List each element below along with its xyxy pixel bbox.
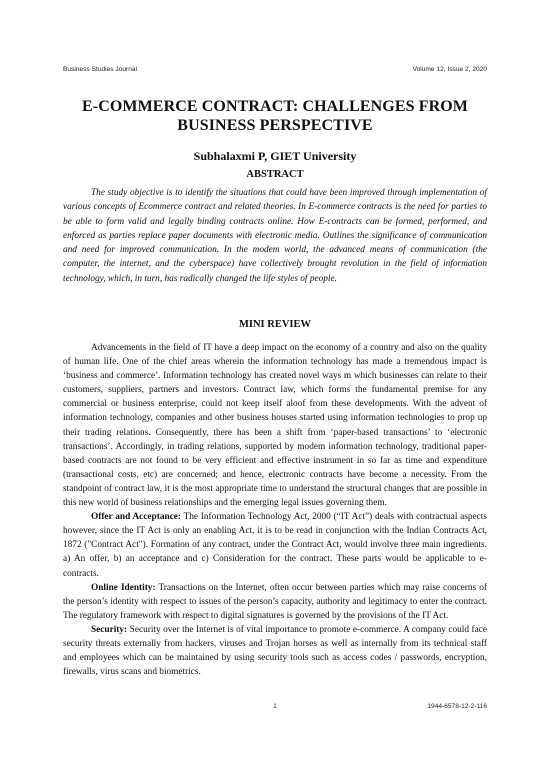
mini-review-body	[63, 341, 487, 679]
identity-text: Transactions on the Internet, often occur between parties which may raise concerns of the person’s identity with respect to issues of the person’s capacity, authority and legitimacy to enter the contract. The regulatory framework with respect to digital signatures is governed by the provisions of the IT Act.	[63, 582, 487, 621]
abstract-heading: ABSTRACT	[246, 169, 304, 180]
identity-paragraph	[63, 581, 487, 623]
journal-name: Business Studies Journal	[63, 66, 138, 73]
running-header	[63, 66, 487, 73]
security-label: Security:	[91, 624, 128, 635]
paper-title: E-COMMERCE CONTRACT: CHALLENGES FROM BUSINESS PERSPECTIVE	[82, 98, 468, 134]
page-number: 1	[273, 703, 277, 710]
article-code: 1944-6578-12-2-116	[427, 703, 487, 710]
security-paragraph	[63, 623, 487, 679]
author-line: Subhalaxmi P, GIET University	[193, 149, 357, 163]
offer-label: Offer and Acceptance:	[91, 512, 181, 523]
security-text: Security over the Internet is of vital importance to promote e-commerce. A company could face security threats externally from hackers, viruses and Trojan horses as well as internally from its technical staff and employees which can be maintained by using security tools such as access codes / passwords, encryption, firewalls, virus scans and biometrics.	[63, 624, 487, 678]
abstract-text: The study objective is to identify the situations that could have been improved through implementation of various concepts of Ecommerce contract and related theories. In E-commerce contracts is the need for parties to be able to form valid and legally binding contracts online. How E-contracts can be formed, performed, and enforced as parties replace paper documents with electronic media. Outlines the significance of communication and need for improved communication. In the modem world, the advanced means of communication (the computer, the internet, and the cyberspace) have collectively brought revolution in the field of information technology, which, in turn, has radically changed the life styles of people.	[63, 188, 487, 284]
identity-label: Online Identity:	[91, 582, 156, 593]
volume-issue: Volume 12, Issue 2, 2020	[412, 66, 487, 73]
mini-review-heading: MINI REVIEW	[238, 319, 312, 330]
offer-text: The Information Technology Act, 2000 (“IT Act”) deals with contractual aspects however, since the IT Act is only an enabling Act, it is to be read in conjunction with the Indian Contracts Act, 1872 ("Contract Act"). Formation of any contract, under the Contract Act, would involve three main ingredients. a) An offer, b) an acceptance and c) Consideration for the contract. These parts would be applicable to e-contracts.	[63, 512, 487, 579]
intro-paragraph: Advancements in the field of IT have a deep impact on the economy of a country and also on the quality of human life. One of the chief areas wherein the information technology has made a tremendous impact is ‘business and commerce’. Information technology has created novel ways m which businesses can relate to their customers, suppliers, partners and investors. Contract law, which forms the fundamental premise for any commercial or business enterprise, could not keep itself aloof from these developments. With the advent of information technology, companies and other business houses started using information technologies to prop up their trading relations. Consequently, there has been a shift from ‘paper-based transactions’ to ‘electronic transactions’. Accordingly, in trading relations, supported by modem information technology, traditional paper-based contracts are not found to be very efficient and effective instrument in so far as time and expenditure (transactional costs, etc) are concerned; and hence, electronic contracts have become a necessity. From the standpoint of contract law, it is the most appropriate time to understand the structural changes that are possible in this new world of business relationships and the emerging legal issues governing them.	[63, 343, 487, 509]
offer-paragraph	[63, 510, 487, 580]
